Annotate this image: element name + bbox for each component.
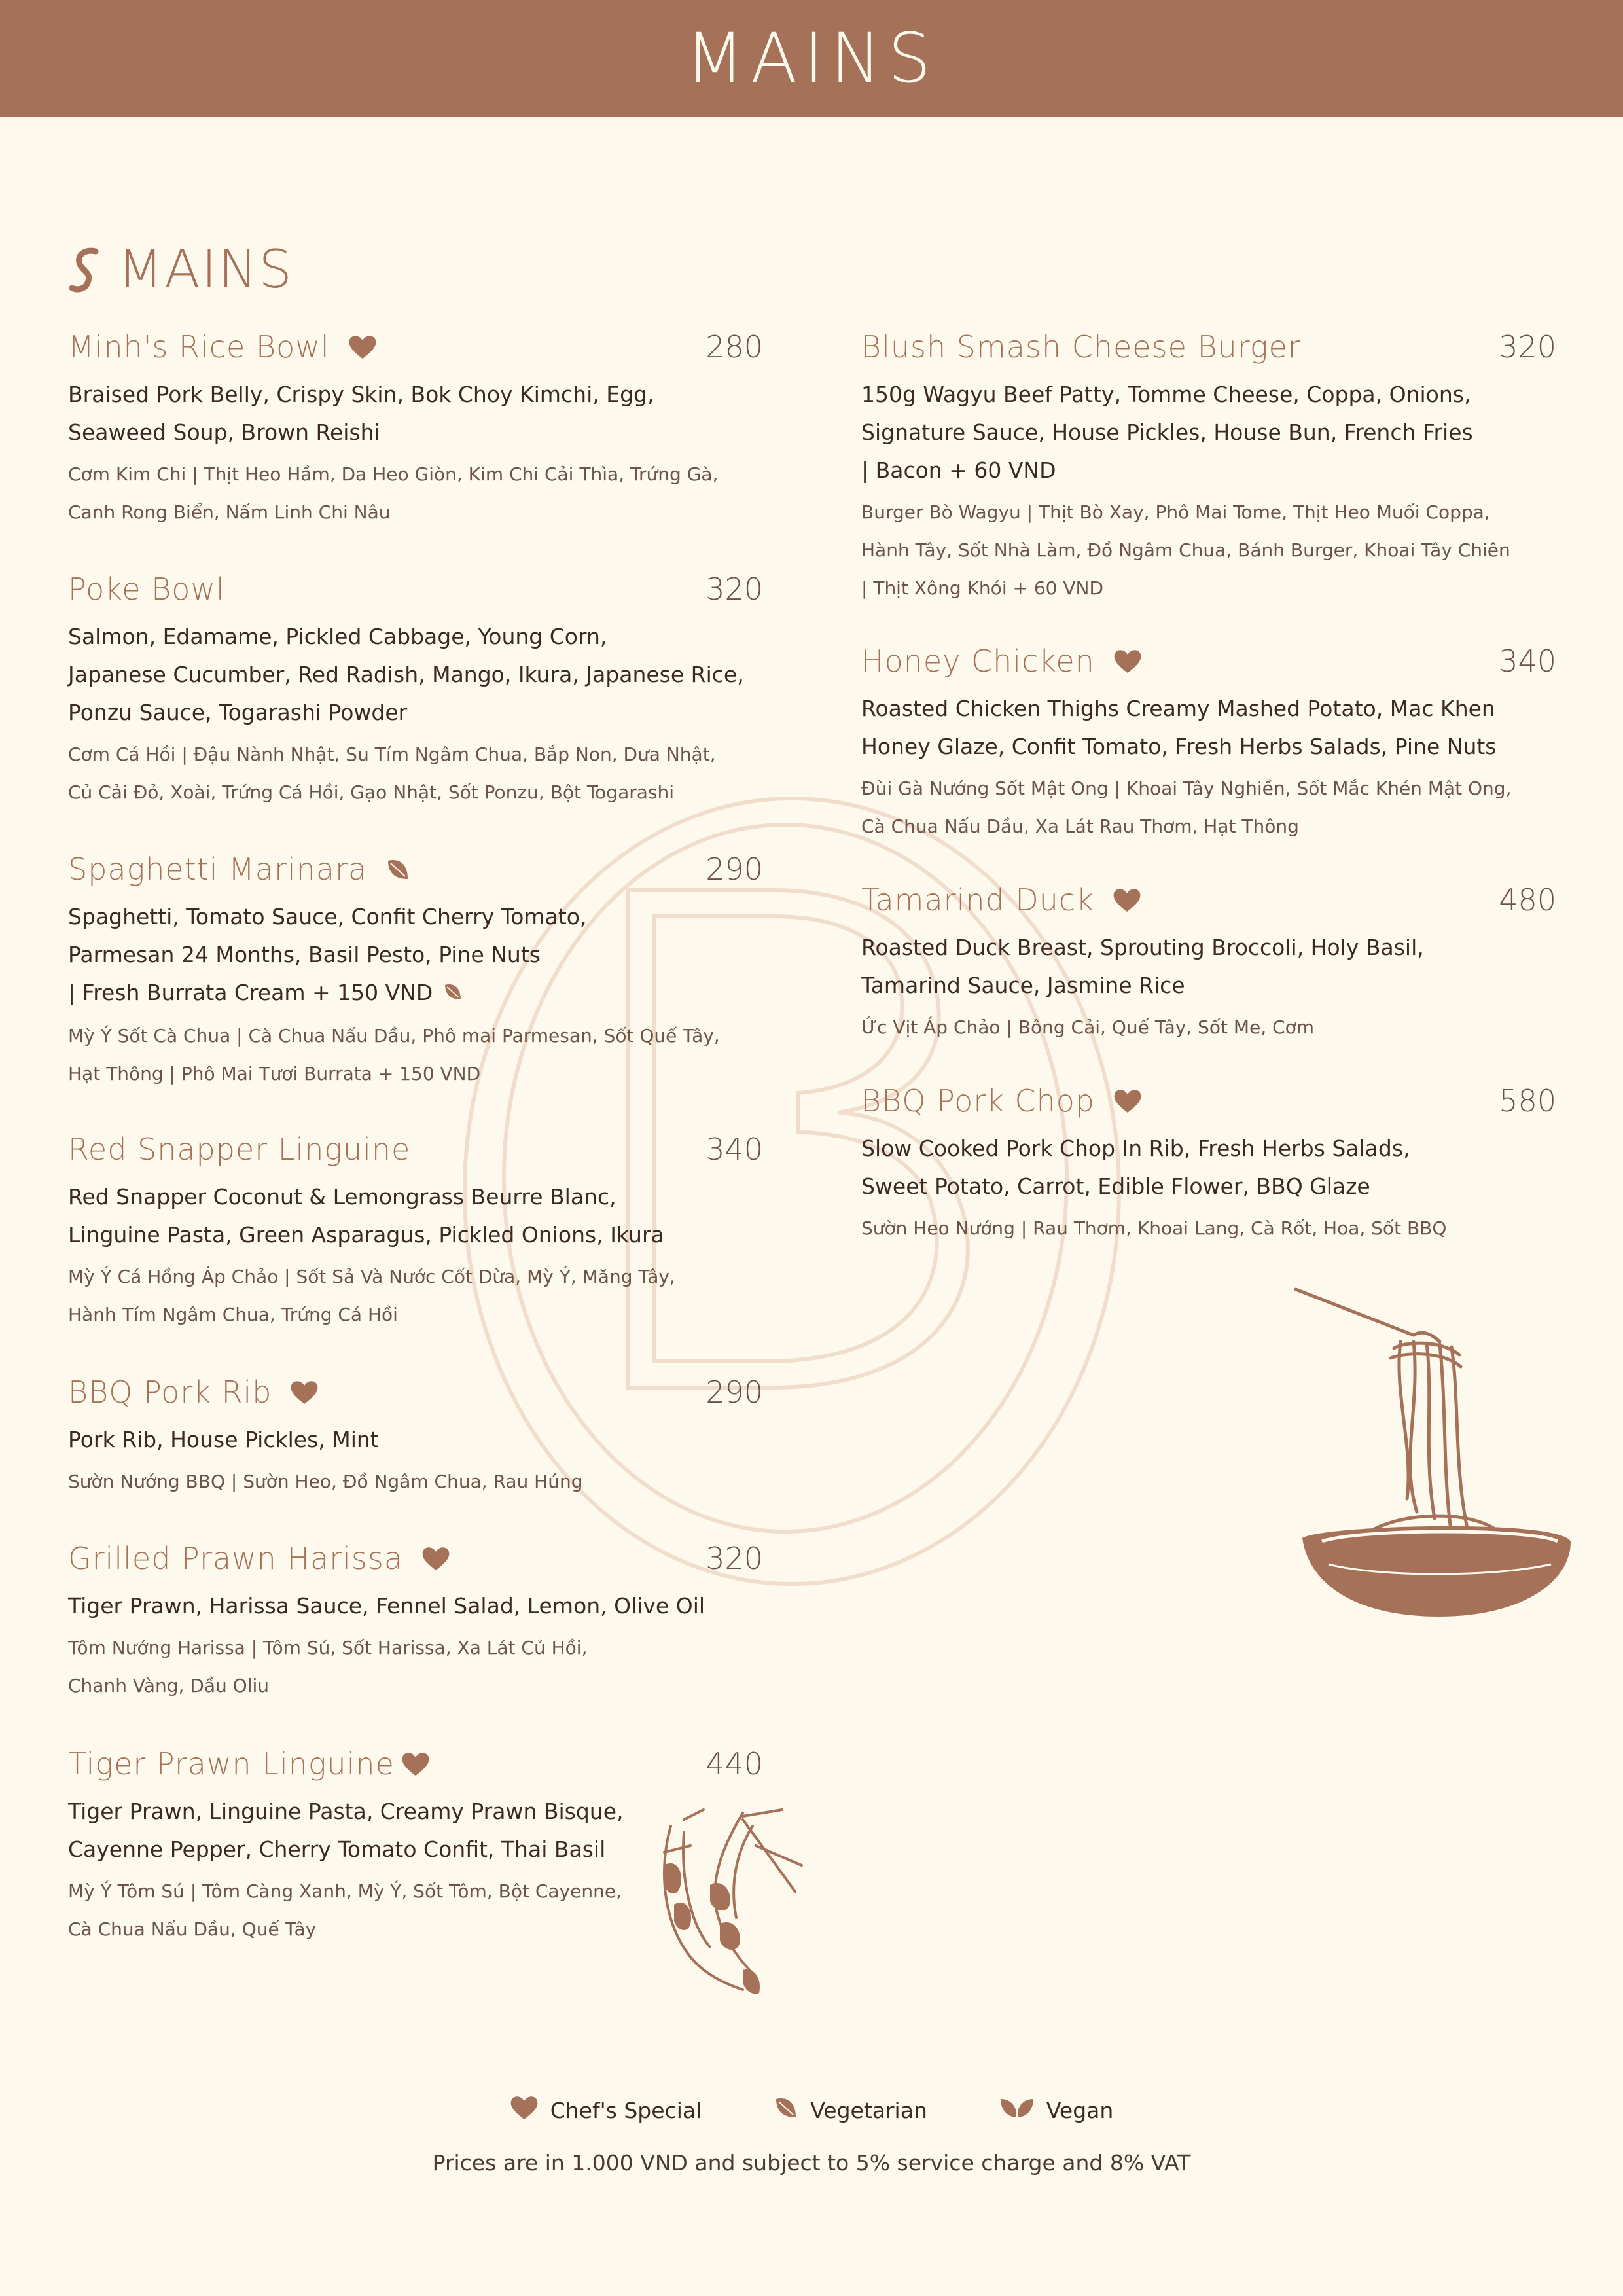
item-description-vn: Cà Chua Nấu Dầu, Quế Tây [68,1918,317,1940]
item-description: Tiger Prawn, Linguine Pasta, Creamy Prawn Bisque, [68,1799,624,1824]
item-description: Roasted Duck Breast, Sprouting Broccoli, Holy Basil, [861,935,1424,960]
item-price: 320 [705,1541,763,1576]
item-description: Seaweed Soup, Brown Reishi [68,420,380,445]
heart-icon [510,2094,550,2126]
swash-s-icon [65,246,105,293]
item-description: Salmon, Edamame, Pickled Cabbage, Young Corn, [68,624,607,649]
menu-item [68,327,763,531]
item-name: Red Snapper Linguine [68,1132,411,1167]
item-name: Grilled Prawn Harissa [68,1541,404,1576]
item-price: 320 [1499,329,1556,365]
item-name: Honey Chicken [861,643,1095,679]
legend-chefs-special [510,2094,702,2126]
item-description-vn: Tôm Nướng Harissa | Tôm Sú, Sốt Harissa, Xa Lát Củ Hồi, [68,1637,588,1659]
legend [0,2094,1623,2126]
heart-icon [1113,887,1141,913]
price-footnote: Prices are in 1.000 VND and subject to 5% service charge and 8% VAT [432,2150,1191,2176]
item-price: 290 [705,852,763,887]
double-leaf-icon [999,2095,1046,2125]
item-description: Spaghetti, Tomato Sauce, Confit Cherry Tomato, [68,904,587,929]
menu-item [68,850,763,1093]
item-description: Signature Sauce, House Pickles, House Bun, French Fries [861,420,1473,445]
item-name: Poke Bowl [68,571,225,607]
item-description-vn: Hành Tây, Sốt Nhà Làm, Đồ Ngâm Chua, Bánh Burger, Khoai Tây Chiên [861,539,1510,561]
item-description: Honey Glaze, Confit Tomato, Fresh Herbs Salads, Pine Nuts [861,734,1497,759]
menu-item [68,1130,763,1334]
item-description-vn: Mỳ Ý Tôm Sú | Tôm Càng Xanh, Mỳ Ý, Sốt Tôm, Bột Cayenne, [68,1880,622,1902]
menu-item [861,641,1556,846]
heart-icon [401,1751,430,1777]
item-description: Sweet Potato, Carrot, Edible Flower, BBQ Glaze [861,1174,1370,1199]
item-description: Parmesan 24 Months, Basil Pesto, Pine Nuts [68,942,541,967]
item-description: Roasted Chicken Thighs Creamy Mashed Potato, Mac Khen [861,696,1495,721]
item-description: 150g Wagyu Beef Patty, Tomme Cheese, Coppa, Onions, [861,382,1471,407]
item-description-vn: Cơm Kim Chi | Thịt Heo Hầm, Da Heo Giòn, Kim Chi Cải Thìa, Trứng Gà, [68,463,719,485]
item-price: 340 [705,1132,763,1167]
legend-label: Chef's Special [550,2097,702,2123]
item-description-vn: Hạt Thông | Phô Mai Tươi Burrata + 150 VND [68,1062,481,1085]
heart-icon [1113,648,1142,674]
item-price: 320 [705,571,763,607]
item-name: Tiger Prawn Linguine [68,1746,395,1782]
menu-item [68,1372,763,1501]
item-name: BBQ Pork Rib [68,1374,272,1410]
heart-icon [290,1379,319,1405]
item-description-vn: Burger Bò Wagyu | Thịt Bò Xay, Phô Mai Tome, Thịt Heo Muối Coppa, [861,501,1490,523]
item-price: 580 [1499,1083,1556,1119]
section-heading [65,239,293,300]
item-description: Tiger Prawn, Harissa Sauce, Fennel Salad, Lemon, Olive Oil [68,1593,705,1619]
item-description-vn: Sườn Heo Nướng | Rau Thơm, Khoai Lang, Cà Rốt, Hoa, Sốt BBQ [861,1217,1447,1239]
legend-label: Vegan [1046,2097,1114,2123]
item-description-vn: Củ Cải Đỏ, Xoài, Trứng Cá Hồi, Gạo Nhật, Sốt Ponzu, Bột Togarashi [68,781,675,803]
item-price: 340 [1499,643,1556,679]
menu-item [861,880,1556,1047]
leaf-icon [443,975,463,1013]
legend-label: Vegetarian [810,2097,927,2123]
item-description-vn: Cà Chua Nấu Dầu, Xa Lát Rau Thơm, Hạt Thông [861,816,1299,837]
item-price: 280 [705,329,763,365]
item-name: BBQ Pork Chop [861,1083,1096,1119]
item-name: Tamarind Duck [861,882,1094,918]
item-description-vn: Hành Tím Ngâm Chua, Trứng Cá Hồi [68,1304,398,1325]
item-description-vn: Sườn Nướng BBQ | Sườn Heo, Đồ Ngâm Chua, Rau Húng [68,1471,583,1492]
item-description: Braised Pork Belly, Crispy Skin, Bok Choy Kimchi, Egg, [68,382,654,407]
item-description-vn: Đùi Gà Nướng Sốt Mật Ong | Khoai Tây Nghiền, Sốt Mắc Khén Mật Ong, [861,778,1512,799]
item-description: Tamarind Sauce, Jasmine Rice [861,973,1185,998]
item-description: Japanese Cucumber, Red Radish, Mango, Ikura, Japanese Rice, [68,662,744,687]
item-description-vn: Mỳ Ý Cá Hồng Áp Chảo | Sốt Sả Và Nước Cốt Dừa, Mỳ Ý, Măng Tây, [68,1266,675,1287]
item-description: Ponzu Sauce, Togarashi Powder [68,700,408,725]
item-description: Cayenne Pepper, Cherry Tomato Confit, Thai Basil [68,1837,606,1862]
item-description-vn: Ức Vịt Áp Chảo | Bông Cải, Quế Tây, Sốt Me, Cơm [861,1016,1315,1038]
pasta-bowl-icon [1283,1276,1584,1630]
item-name: Spaghetti Marinara [68,852,368,887]
item-description: Pork Rib, House Pickles, Mint [68,1427,379,1452]
leaf-icon [774,2095,810,2125]
item-name: Blush Smash Cheese Burger [861,329,1301,365]
menu-item [68,569,763,812]
item-description-vn: Mỳ Ý Sốt Cà Chua | Cà Chua Nấu Dầu, Phô mai Parmesan, Sốt Quế Tây, [68,1024,720,1047]
header-band [0,0,1623,117]
item-description-vn: Canh Rong Biển, Nấm Linh Chi Nâu [68,501,391,523]
item-price: 480 [1499,882,1556,918]
menu-item [861,1081,1556,1247]
item-description: Slow Cooked Pork Chop In Rib, Fresh Herbs Salads, [861,1136,1410,1161]
item-description-vn: Chanh Vàng, Dầu Oliu [68,1675,270,1696]
item-price: 440 [705,1746,763,1782]
legend-vegan [999,2095,1113,2125]
leaf-icon [385,857,410,882]
menu-item [861,327,1556,607]
item-description: | Bacon + 60 VND [861,457,1056,483]
section-title: MAINS [118,239,293,300]
item-description-vn: | Thịt Xông Khói + 60 VND [861,577,1104,599]
page-title: MAINS [685,18,938,98]
item-price: 290 [705,1374,763,1410]
item-description-vn: Cơm Cá Hồi | Đậu Nành Nhật, Su Tím Ngâm Chua, Bắp Non, Dưa Nhật, [68,744,716,765]
heart-icon [348,334,377,360]
item-name: Minh's Rice Bowl [68,329,330,365]
prawn-icon [645,1806,808,2003]
item-description: Red Snapper Coconut & Lemongrass Beurre Blanc, [68,1184,616,1210]
item-description: Linguine Pasta, Green Asparagus, Pickled Onions, Ikura [68,1222,664,1247]
legend-vegetarian [774,2095,927,2125]
item-description: | Fresh Burrata Cream + 150 VND [68,980,433,1005]
heart-icon [1113,1088,1142,1114]
heart-icon [421,1545,450,1571]
menu-item [68,1539,763,1705]
